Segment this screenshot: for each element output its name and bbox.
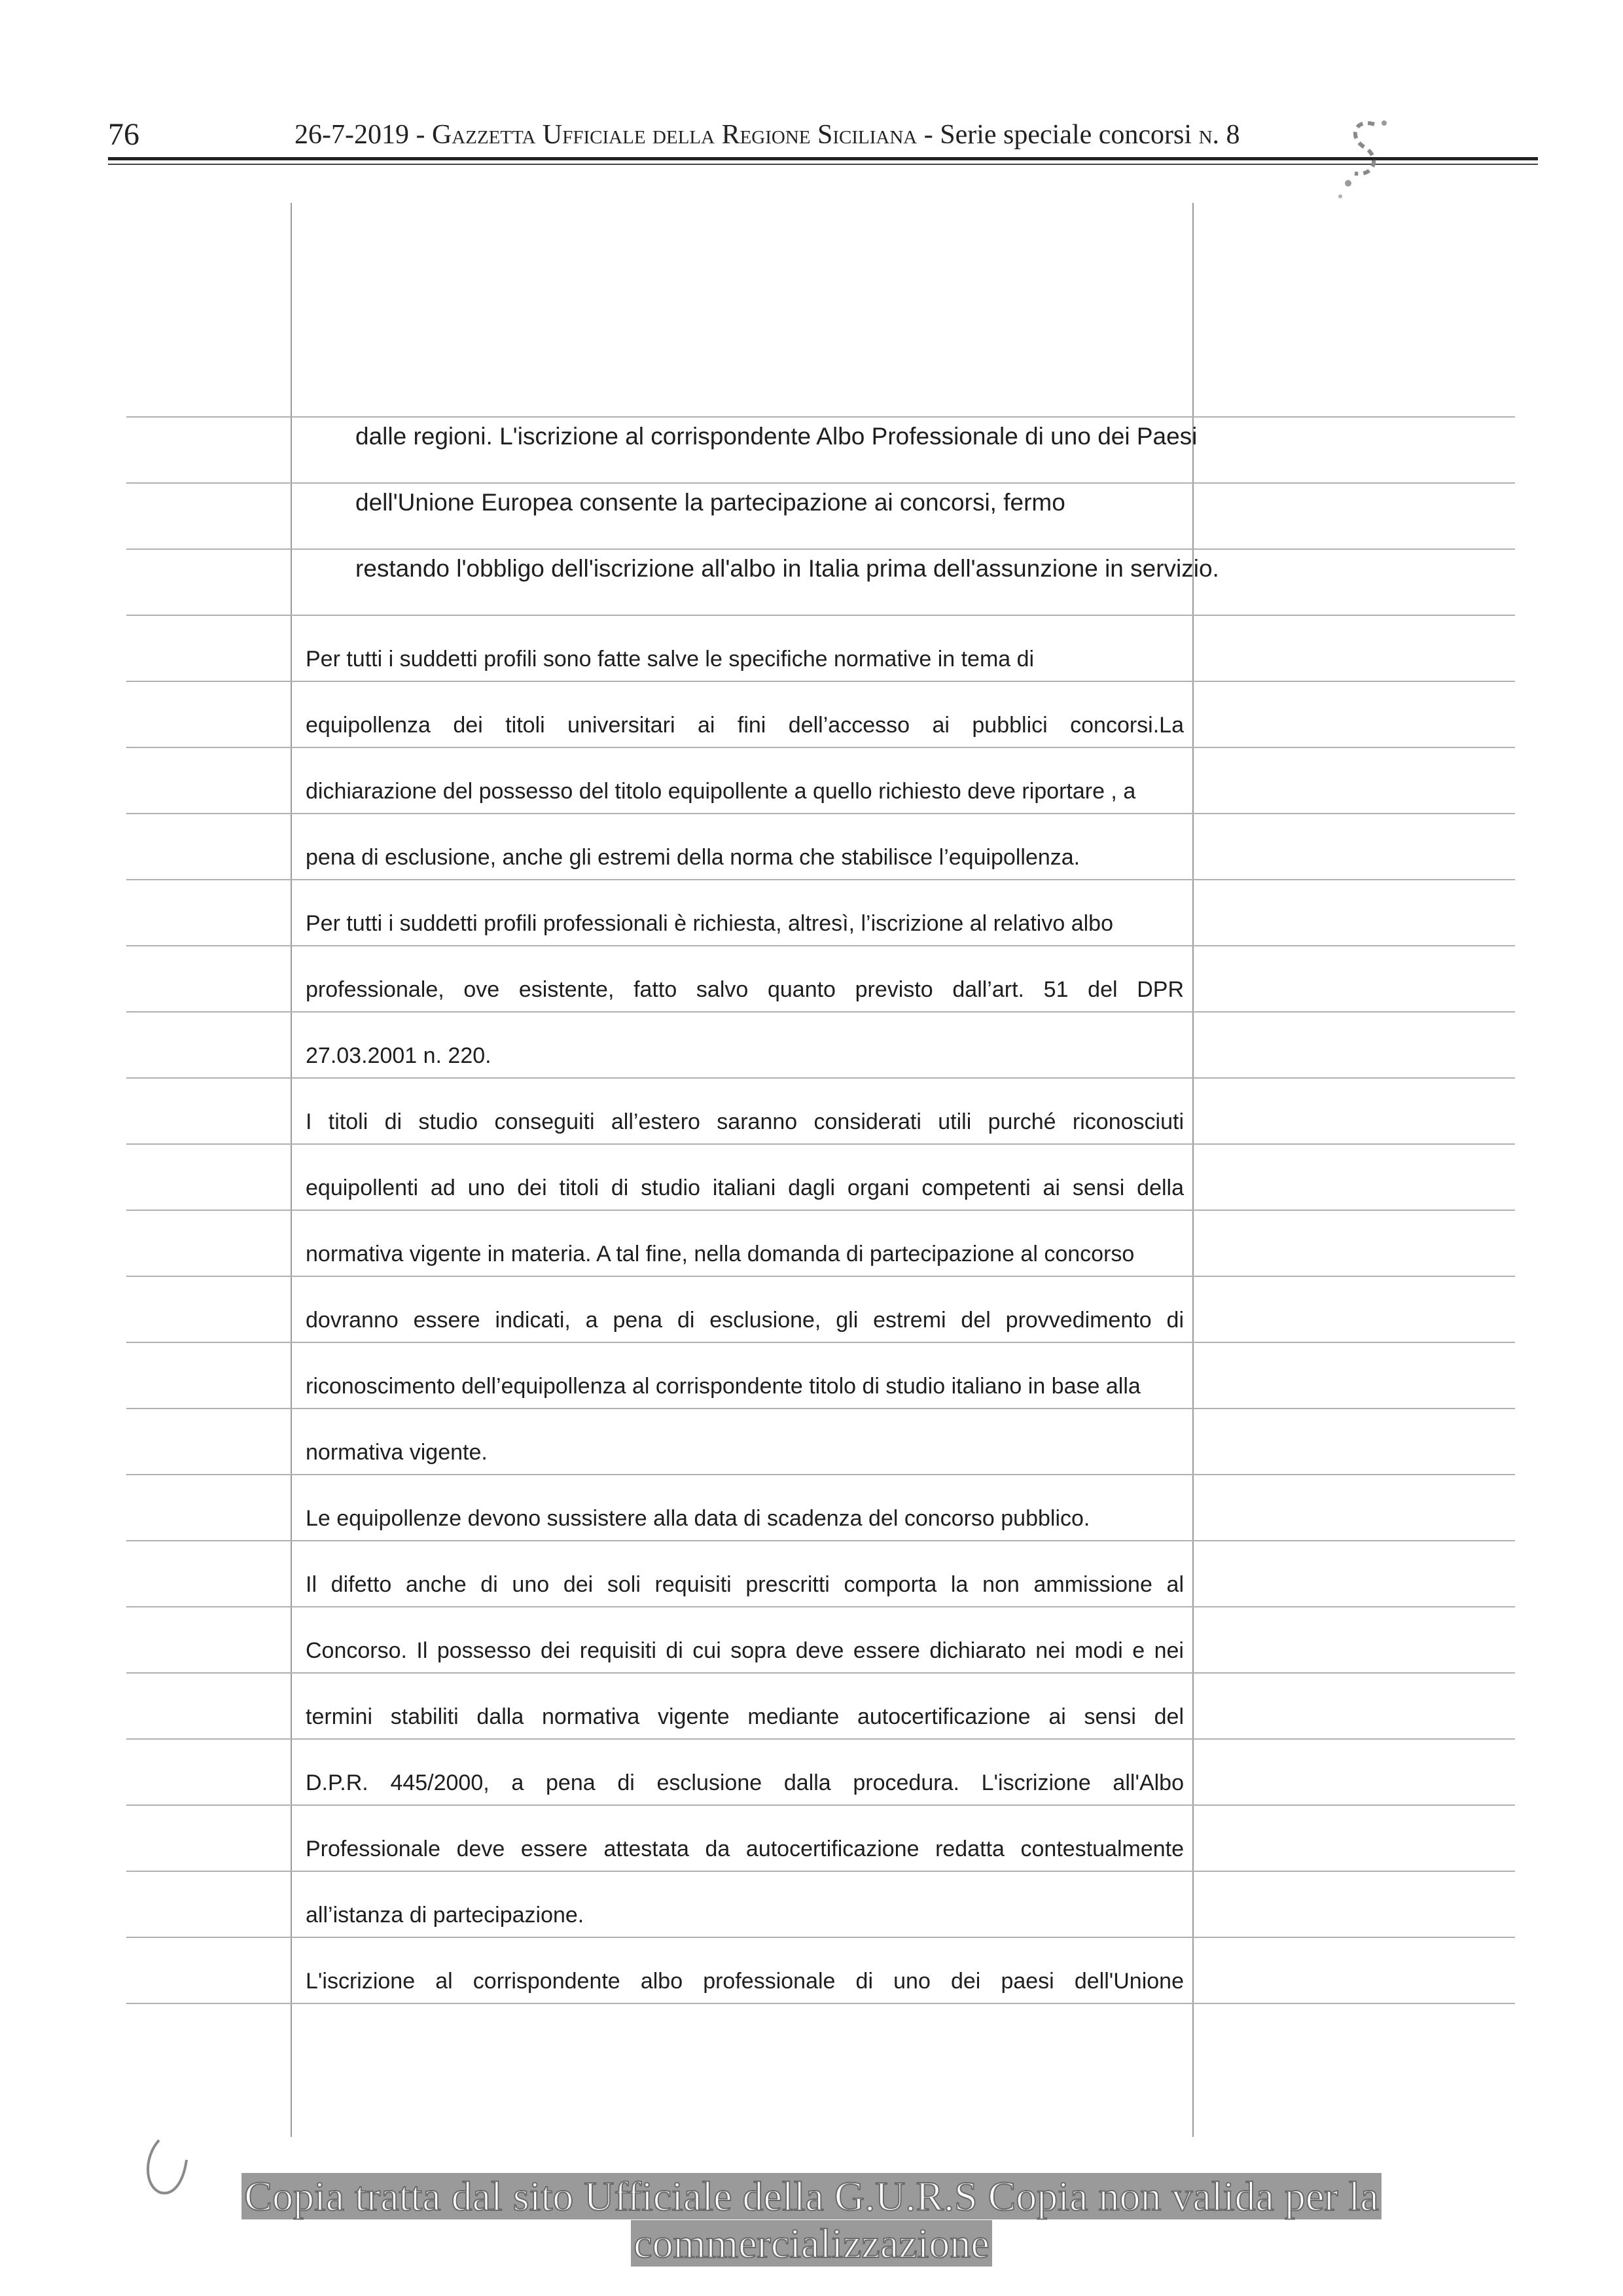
text-line: Le equipollenze devono sussistere alla data di scadenza del concorso pubblico.: [306, 1506, 1090, 1531]
running-title-date: 26-7-2019 -: [294, 120, 432, 150]
text-line: professionale, ove esistente, fatto salvo quanto previsto dall’art. 51 del DPR: [306, 977, 1184, 1002]
text-line: Per tutti i suddetti profili professionali è richiesta, altresì, l’iscrizione al relativo albo: [306, 911, 1113, 936]
text-line: dell'Unione Europea consente la partecipazione ai concorsi, fermo: [355, 489, 1065, 516]
text-line: I titoli di studio conseguiti all’estero saranno considerati utili purché riconosciuti: [306, 1109, 1184, 1134]
text-line: Concorso. Il possesso dei requisiti di cui sopra deve essere dichiarato nei modi e nei: [306, 1638, 1184, 1663]
text-line: restando l'obbligo dell'iscrizione all'albo in Italia prima dell'assunzione in servizio.: [355, 555, 1219, 582]
text-line: Per tutti i suddetti profili sono fatte salve le specifiche normative in tema di: [306, 647, 1035, 672]
text-line: Professionale deve essere attestata da autocertificazione redatta contestualmente: [306, 1837, 1184, 1861]
running-title-series: - Serie speciale concorsi: [917, 120, 1199, 150]
text-line: equipollenti ad uno dei titoli di studio italiani dagli organi competenti ai sensi della: [306, 1175, 1184, 1200]
text-line: L'iscrizione al corrispondente albo professionale di uno dei paesi dell'Unione: [306, 1969, 1184, 1994]
text-line: all’istanza di partecipazione.: [306, 1903, 584, 1928]
text-line: dalle regioni. L'iscrizione al corrispondente Albo Professionale di uno dei Paesi: [355, 423, 1198, 450]
text-line: termini stabiliti dalla normativa vigente mediante autocertificazione ai sensi del: [306, 1704, 1184, 1729]
text-line: Il difetto anche di uno dei soli requisiti prescritti comporta la non ammissione al: [306, 1572, 1184, 1597]
watermark-line-2: commercializzazione: [631, 2220, 992, 2267]
text-line: riconoscimento dell’equipollenza al corrispondente titolo di studio italiano in base alla: [306, 1374, 1141, 1399]
text-line: pena di esclusione, anche gli estremi della norma che stabilisce l’equipollenza.: [306, 845, 1080, 870]
text-line: 27.03.2001 n. 220.: [306, 1043, 491, 1068]
watermark-line-1: Copia tratta dal sito Ufficiale della G.U.R.S Copia non valida per la: [241, 2173, 1382, 2219]
page-number: 76: [108, 117, 139, 152]
text-line: normativa vigente in materia. A tal fine, nella domanda di partecipazione al concorso: [306, 1242, 1135, 1266]
text-line: normativa vigente.: [306, 1440, 488, 1465]
text-line: D.P.R. 445/2000, a pena di esclusione dalla procedura. L'iscrizione all'Albo: [306, 1770, 1184, 1795]
text-line: dichiarazione del possesso del titolo equipollente a quello richiesto deve riportare , a: [306, 779, 1136, 804]
running-title-journal: Gazzetta Ufficiale della Regione Siciliana: [431, 120, 918, 150]
text-line: equipollenza dei titoli universitari ai fini dell’accesso ai pubblici concorsi.La: [306, 713, 1184, 738]
running-title-number: n. 8: [1198, 120, 1240, 150]
corner-mark: [141, 2130, 200, 2202]
copy-watermark: [216, 2173, 1407, 2267]
text-line: dovranno essere indicati, a pena di esclusione, gli estremi del provvedimento di: [306, 1308, 1184, 1333]
